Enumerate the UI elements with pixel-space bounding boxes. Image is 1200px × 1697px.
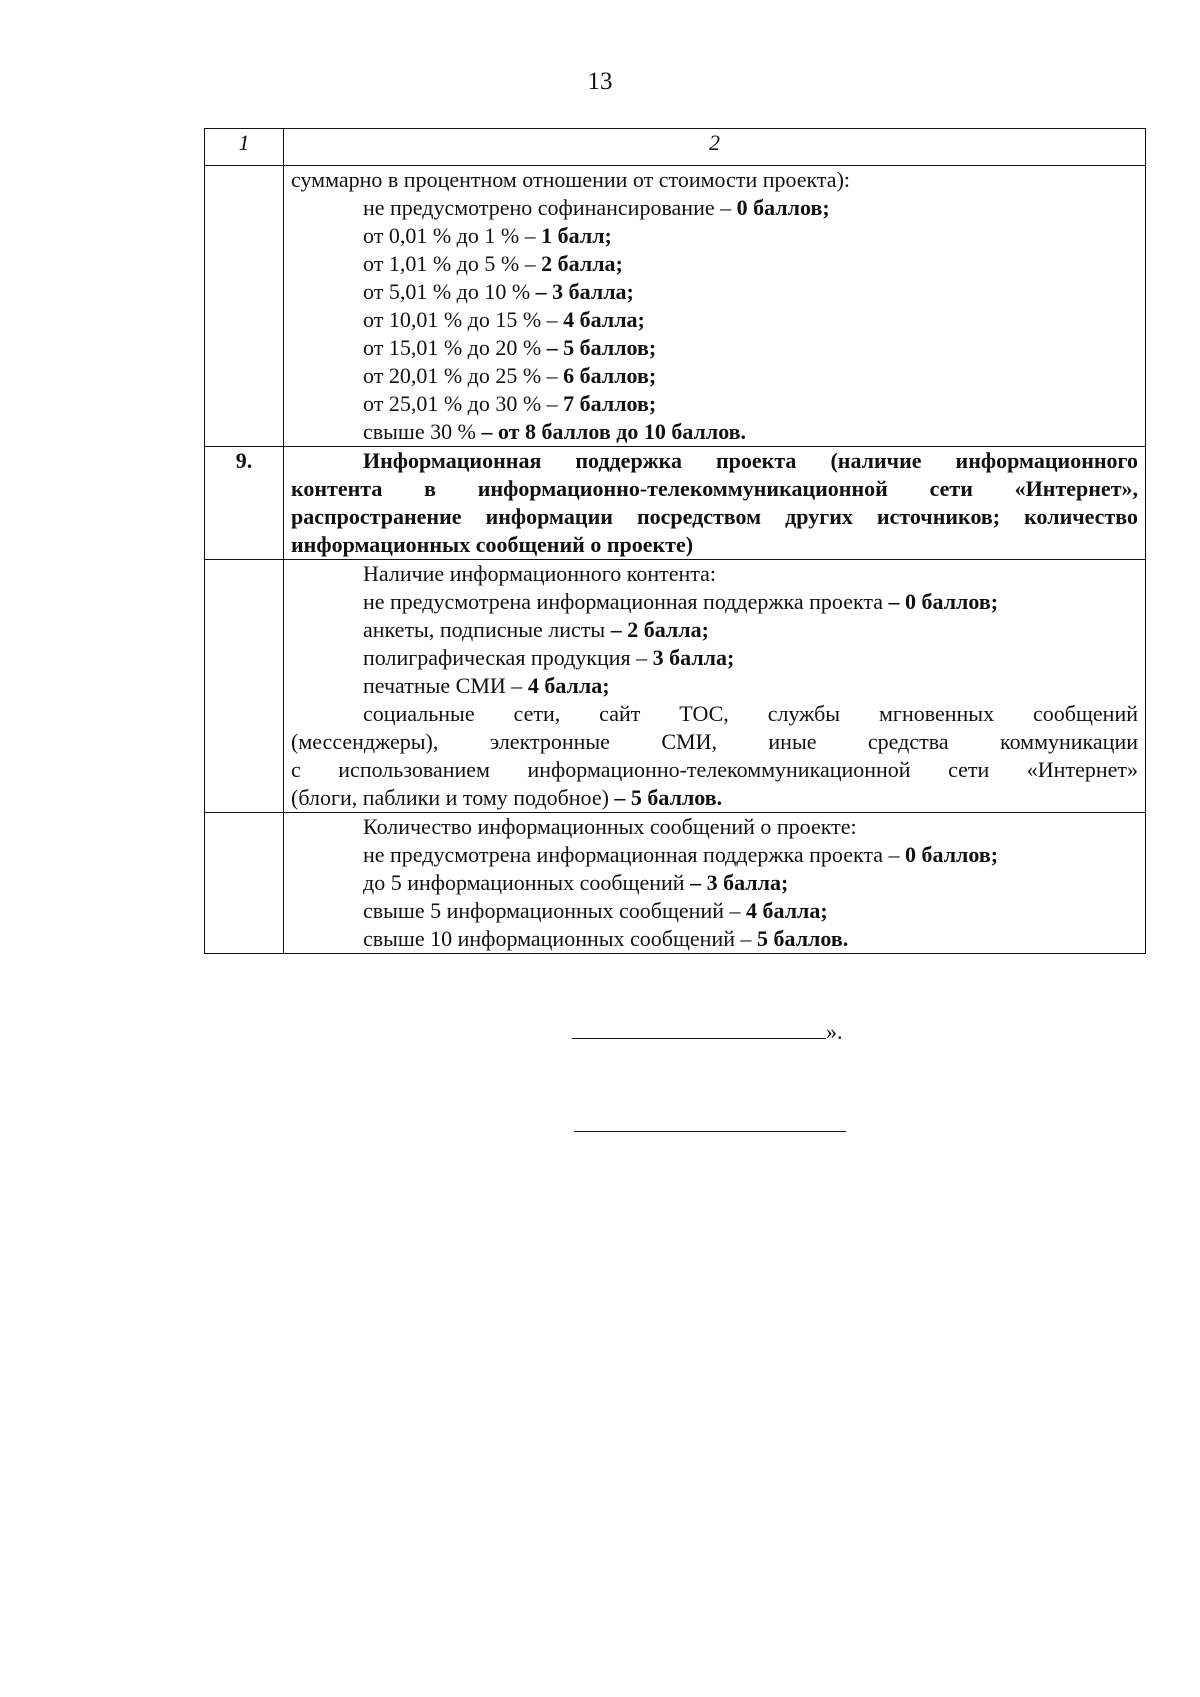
closing-quote: ». (826, 1019, 843, 1044)
list-item: свыше 30 % – от 8 баллов до 10 баллов. (363, 419, 747, 444)
criterion-number: 9. (205, 447, 284, 560)
end-divider (574, 1131, 846, 1132)
content-number-cell (205, 560, 284, 813)
table-row-messages (205, 813, 1146, 954)
paragraph-line: (мессенджеры), электронные СМИ, иные средства коммуникации (291, 729, 1138, 754)
criterion-title-line: контента в информационно-телекоммуникационной сети «Интернет», (291, 476, 1138, 501)
list-item: полиграфическая продукция – 3 балла; (363, 645, 735, 670)
list-item: не предусмотрена информационная поддержка проекта – 0 баллов; (363, 842, 999, 867)
messages-number-cell (205, 813, 284, 954)
list-item: от 0,01 % до 1 % – 1 балл; (363, 223, 612, 248)
criteria-table (204, 128, 1146, 954)
list-item: свыше 10 информационных сообщений – 5 баллов. (363, 926, 849, 951)
list-item: печатные СМИ – 4 балла; (363, 673, 610, 698)
content-intro: Наличие информационного контента: (363, 561, 717, 586)
criterion-title-cell (284, 447, 1146, 560)
header-col-1: 1 (205, 129, 284, 166)
header-col-2: 2 (284, 129, 1146, 166)
table-row-criterion-9 (205, 447, 1146, 560)
list-item: не предусмотрена информационная поддержка проекта – 0 баллов; (363, 589, 999, 614)
paragraph-line: социальные сети, сайт ТОС, службы мгновенных сообщений (363, 701, 1138, 726)
list-item: анкеты, подписные листы – 2 балла; (363, 617, 709, 642)
list-item: от 15,01 % до 20 % – 5 баллов; (363, 335, 657, 360)
cofinancing-intro: суммарно в процентном отношении от стоимости проекта): (291, 167, 851, 192)
content-cell (284, 560, 1146, 813)
messages-cell (284, 813, 1146, 954)
page-number: 13 (587, 68, 613, 95)
list-item: не предусмотрено софинансирование – 0 баллов; (363, 195, 830, 220)
list-item: от 20,01 % до 25 % – 6 баллов; (363, 363, 657, 388)
paragraph-line: с использованием информационно-телекоммуникационной сети «Интернет» (291, 757, 1138, 782)
list-item: до 5 информационных сообщений – 3 балла; (363, 870, 789, 895)
list-item: от 25,01 % до 30 % – 7 баллов; (363, 391, 657, 416)
cofinancing-number-cell (205, 166, 284, 447)
criterion-title-line: информационных сообщений о проекте) (291, 532, 694, 557)
closing-mark (572, 1018, 843, 1046)
table-header-row (205, 129, 1146, 166)
list-item: от 1,01 % до 5 % – 2 балла; (363, 251, 623, 276)
cofinancing-cell (284, 166, 1146, 447)
list-item: от 10,01 % до 15 % – 4 балла; (363, 307, 645, 332)
paragraph-line: (блоги, паблики и тому подобное) – 5 баллов. (291, 785, 723, 810)
messages-intro: Количество информационных сообщений о проекте: (363, 814, 857, 839)
table-row-cofinancing (205, 166, 1146, 447)
list-item: свыше 5 информационных сообщений – 4 балла; (363, 898, 828, 923)
criterion-title-line: распространение информации посредством других источников; количество (291, 504, 1138, 529)
table-row-content (205, 560, 1146, 813)
list-item: от 5,01 % до 10 % – 3 балла; (363, 279, 634, 304)
criterion-title-line: Информационная поддержка проекта (наличие информационного (363, 448, 1138, 473)
closing-underline (572, 1018, 826, 1039)
